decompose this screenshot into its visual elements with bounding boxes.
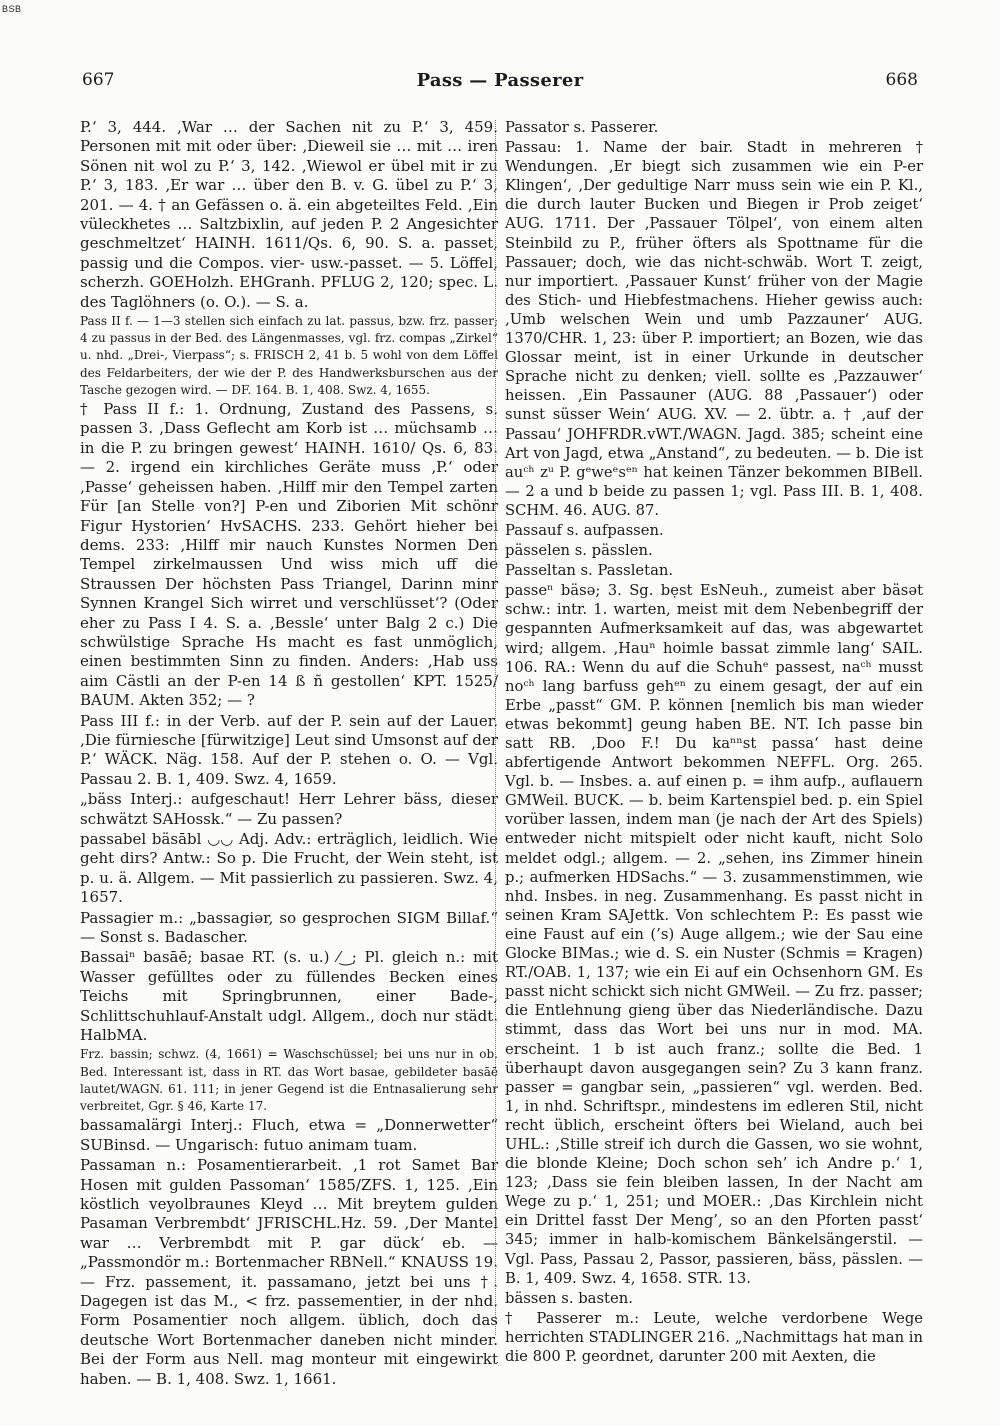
- library-stamp: BSB: [2, 4, 22, 14]
- column-divider: [495, 120, 496, 1335]
- etymology-note: Frz. bassin; schwz. (4, 1661) = Waschschüssel; bei uns nur in ob. Bed. Interessant ist, dass in RT. das Wort basae, gebildeter basāē lautet/WAGN. 61. 111; in jener Gegend ist die Entnasalierung sehr verbreitet, Ggr. § 46, Karte 17.: [80, 1047, 498, 1114]
- dictionary-entry: † Passerer m.: Leute, welche verdorbene Wege herrichten STADLINGER 216. „Nachmittags hat man in die 800 P. geordnet, darunter 200 mit Aexten, die: [505, 1309, 923, 1365]
- dictionary-entry: Passau: 1. Name der bair. Stadt in mehreren † Wendungen. ‚Er biegt sich zusammen wie ein P-er Klingen‘, ‚Der gedultige Narr muss sein wie ein P. Kl., die durch lauter Bucken und Biegen ir Prob zeiget‘ AUG. 1711. Der ‚Passauer Tölpel‘, von einem alten Steinbild zu P., früher öfters als Spottname für die Passauer; doch, wie das nicht-schwäb. Wort T. zeigt, nur importiert. ‚Passauer Kunst‘ früher von der Magie des Stich- und Hiebfestmachens. Hieher gewiss auch: ‚Umb welschen Wein und umb Pazzauner‘ AUG. 1370/CHR. 1, 23: über P. importiert; an Bozen, wie das Glossar meint, ist in einer Urkunde in deutscher Sprache nicht zu denken; viell. sollte es ‚Pazzauwer‘ heissen. ‚Ein Passauner (AUG. 88 ‚Passauer‘) oder sunst süsser Wein‘ AUG. XV. — 2. übtr. a. † ‚auf der Passau‘ JOHFRDR.vWT./WAGN. Jagd. 385; scheint eine Art von Jagd, etwa „Anstand“, zu bedeuten. — b. Die ist auᶜʰ zᵘ P. gᵉweᵉsᵉⁿ hat keinen Tänzer bekommen BIBell. — 2 a und b beide zu passen 1; vgl. Pass III. B. 1, 408. SCHM. 46. AUG. 87.: [505, 139, 923, 519]
- running-head: Pass — Passerer: [416, 70, 584, 91]
- dictionary-entry: Passagier m.: „bassagiər, so gesprochen SIGM Billaf.“ — Sonst s. Badascher.: [80, 908, 498, 947]
- dictionary-entry: „bäss Interj.: aufgeschaut! Herr Lehrer bäss, dieser schwätzt SAHossk.“ — Zu passen?: [80, 790, 498, 828]
- dictionary-entry: bassamalärgi Interj.: Fluch, etwa = „Donnerwetter“ SUBinsd. — Ungarisch: futuo animam tuam.: [80, 1116, 498, 1154]
- dictionary-entry: bässen s. basten.: [505, 1289, 633, 1307]
- dictionary-entry: Bassaiⁿ basāē; basae RT. (s. u.) ⁄‿; Pl. gleich n.: mit Wasser gefülltes oder zu füllendes Becken eines Teichs mit Springbrunnen, einer Bade-, Schlittschuhlauf-Anstalt udgl. Allgem., doch nur städt. HalbMA.: [80, 948, 498, 1045]
- dictionary-entry: passeⁿ bäsə; 3. Sg. bẹst EsNeuh., zumeist aber bäsət schw.: intr. 1. warten, meist mit dem Nebenbegriff der gespannten Aufmerksamkeit auf das, was abgewartet wird; allgem. ‚Hauⁿ hoimle bassat zimmle lang‘ SAIL. 106. RA.: Wenn du auf die Schuhᵉ passest, naᶜʰ musst noᶜʰ lang barfuss gehᵉⁿ zu einem gesagt, der auf ein Erbe „passt“ GM. P. können [nemlich bis man wieder etwas bekommt] geung haben BE. NT. Ich passe bin satt RB. ‚Doo F.! Du kaⁿⁿst passa‘ hast deine abfertigende Antwort bekommen NEFFL. Org. 265. Vgl. b. — Insbes. a. auf einen p. = ihm aufp., auflauern GMWeil. BUCK. — b. beim Kartenspiel bed. p. ein Spiel vorüber lassen, indem man (je nach der Art des Spiels) entweder nicht mitspielt oder nicht kauft, nicht Solo meldet odgl.; allgem. — 2. „sehen, ins Zimmer hinein p.; aufmerken HDSachs.“ — 3. zusammenstimmen, wie nhd. Insbes. in neg. Zusammenhang. Es passt nicht in seinen Kram SAJettk. Von schlechtem P.: Es passt wie eine Faust auf ein (’s) Auge allgem.; wie der Sau eine Glocke BIMas.; wie d. S. ein Nuster (Schmis = Kragen) RT./OAB. 1, 137; wie ein Ei auf ein Ochsenhorn GM. Es passt nicht schickt sich nicht GMWeil. — Zu frz. passer; die Entlehnung gieng über das Niederländische. Dazu stimmt, dass das Wort bei uns nur in mod. MA. erscheint. 1 b ist auch franz.; sollte die Bed. 1 überhaupt davon ausgegangen sein? Zu 3 kann franz. passer = gangbar sein, „passieren“ vgl. werden. Bed. 1, in nhd. Schriftspr., mindestens im edleren Stil, nicht recht üblich, erscheint öfters bei Wieland, auch bei UHL.: ‚Stille streif ich durch die Gassen, wo sie wohnt, die blonde Kleine; Doch schon seh’ ich Andre p.‘ 1, 123; ‚Dass sie fein bleiben lassen, In der Nacht am Wege zu p.‘ 1, 251; und MOER.: ‚Das Kirchlein nicht ein Drittel fasst Der Meng’, so an den Pforten passt‘ 345; immer in halb-komischem Bänkelsängerstil. — Vgl. Pass, Passau 2, Passor, passieren, bäss, pässlen. — B. 1, 409. Swz. 4, 1658. STR. 13.: [505, 582, 923, 1287]
- right-column: [505, 118, 923, 1367]
- page-header: [0, 70, 1000, 96]
- dictionary-entry: Passaman n.: Posamentierarbeit. ‚1 rot Samet Bar Hosen mit gulden Passoman‘ 1585/ZFS. 1, 125. ‚Ein köstlich veyolbraunes Kleyd … Mit breytem gulden Pasaman Verbrembdt‘ JFRISCHL.Hz. 59. ‚Der Mantel war … Verbrembdt mit P. gar dück‘ eb. — „Passmondör m.: Bortenmacher RBNell.“ KNAUSS 19. — Frz. passement, it. passamano, jetzt bei uns †. Dagegen ist das M., < frz. passementier, in der nhd. Form Posamentier noch allgem. üblich, doch das deutsche Wort Bortenmacher daneben nicht minder. Bei der Form aus Nell. mag monteur mit eingewirkt haben. — B. 1, 408. Swz. 1, 1661.: [80, 1156, 498, 1388]
- dictionary-entry: P.‘ 3, 444. ‚War … der Sachen nit zu P.‘ 3, 459. Personen mit mit oder über: ‚Dieweil sie … mit … iren Sönen nit wol zu P.‘ 3, 142. ‚Wiewol er übel mit ir zu P.‘ 3, 183. ‚Er war … über den B. v. G. übel zu P.‘ 3, 201. — 4. † an Gefässen o. ä. ein abgeteiltes Feld. ‚Ein vüleckhetes … Saltzbixlin, auf jeden P. 2 Angesichter geschmeltzet‘ HAINH. 1611/Qs. 6, 90. S. a. passet, passig und die Compos. vier- usw.-passet. — 5. Löffel, scherzh. GOEHolzh. EHGranh. PFLUG 2, 120; spec. L. des Taglöhners (o. O.). — S. a.: [80, 118, 498, 311]
- dictionary-entry: Pass III f.: in der Verb. auf der P. sein auf der Lauer. ‚Die fürniesche [fürwitzige] Leut sind Umsonst auf der P.‘ WÄCK. Näg. 158. Auf der P. stehen o. O. — Vgl. Passau 2. B. 1, 409. Swz. 4, 1659.: [80, 711, 498, 788]
- dictionary-entry: Passeltan s. Passletan.: [505, 562, 674, 580]
- page-number-right: 668: [885, 70, 918, 90]
- dictionary-entry: Passator s. Passerer.: [505, 119, 659, 136]
- dictionary-entry: passabel bäsābl ◡◡ Adj. Adv.: erträglich, leidlich. Wie geht dirs? Antw.: So p. Die Frucht, der Wein steht, ist p. u. ä. Allgem. — Mit passierlich zu passieren. Swz. 4, 1657.: [80, 830, 498, 907]
- dictionary-entry: pässelen s. pässlen.: [505, 542, 653, 560]
- dictionary-entry: † Pass II f.: 1. Ordnung, Zustand des Passens, s. passen 3. ‚Dass Geflecht am Korb ist … müchsamb … in die P. zu bringen gewest‘ HAINH. 1610/ Qs. 6, 83. — 2. irgend ein kirchliches Geräte muss ‚P.‘ oder ‚Passe‘ geheissen haben. ‚Hilff mir den Tempel zarten Für [an Stelle von?] P-en und Ziborien Mit schönr Figur Hystorien‘ HvSACHS. 233. Gehört hieher bei dems. 233: ‚Hilff mir nauch Kunstes Normen Den Tempel zirkelmaussen Und wiss mich uff die Straussen Der höchsten Pass Triangel, Darinn minr Synnen Krangel Sich wirret und verschlüsset‘? (Oder eher zu Pass I 4. S. a. ‚Bessle‘ unter Balg 2 c.) Die schwülstige Sprache Hs macht es fast unmöglich, einen bestimmten Sinn zu finden. Anders: ‚Hab uss aim Cästli an der P-en 14 ß ñ gestollen‘ KPT. 1525/ BAUM. Akten 352; — ?: [80, 400, 498, 710]
- etymology-note: Pass II f. — 1—3 stellen sich einfach zu lat. passus, bzw. frz. passer; 4 zu passus in der Bed. des Längenmasses, vgl. frz. compas „Zirkel“ u. nhd. „Drei-, Vierpass“; s. FRISCH 2, 41 b. 5 wohl von dem Löffel des Feldarbeiters, der wie der P. des Handwerksburschen aus der Tasche gezogen wird. — DF. 164. B. 1, 408. Swz. 4, 1655.: [80, 314, 498, 397]
- dictionary-entry: Passauf s. aufpassen.: [505, 521, 664, 539]
- page-number-left: 667: [82, 70, 115, 90]
- left-column: [80, 118, 498, 1390]
